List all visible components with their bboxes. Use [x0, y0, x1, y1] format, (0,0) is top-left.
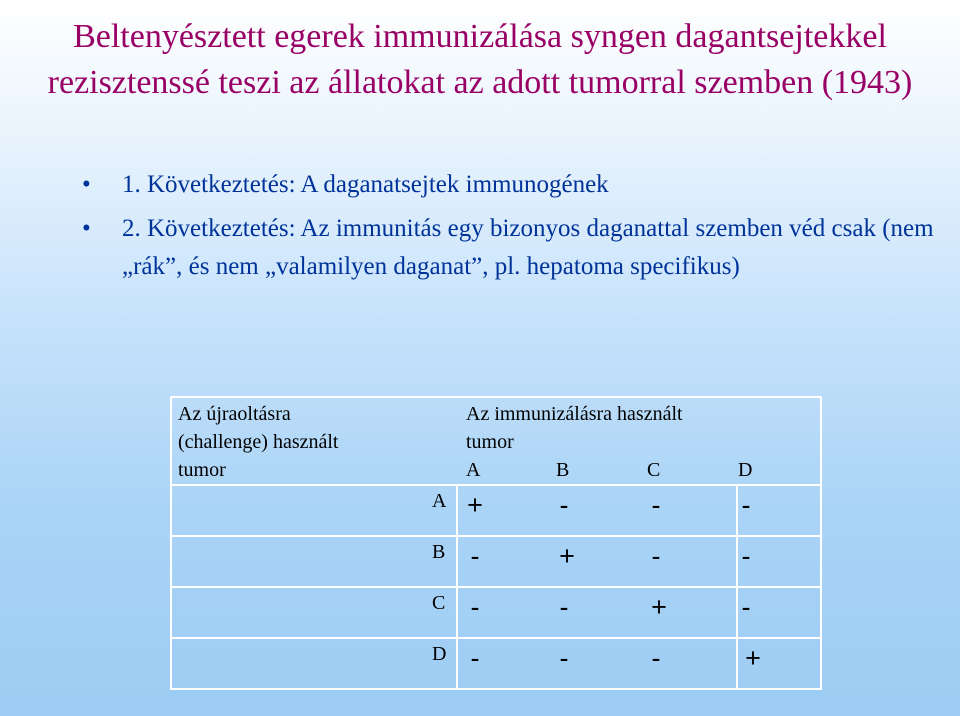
table-cell: - — [470, 592, 480, 622]
table-divider — [170, 586, 822, 588]
bullet-marker: • — [82, 171, 91, 198]
bullet-text: 1. Következtetés: A daganatsejtek immunogének — [122, 171, 609, 198]
row-label-c: C — [432, 592, 446, 614]
table-cell: - — [559, 643, 569, 673]
column-label-a: A — [466, 459, 481, 481]
table-cell: - — [741, 490, 751, 520]
table-divider — [170, 637, 822, 639]
table-border-top — [170, 396, 822, 398]
table-cell: - — [559, 490, 569, 520]
bullet-list — [82, 166, 942, 292]
column-label-c: C — [647, 459, 661, 481]
table-border-left — [170, 396, 172, 690]
table-cell: - — [470, 541, 480, 571]
row-header-line: tumor — [178, 459, 226, 481]
table-cell: - — [651, 643, 661, 673]
row-label-b: B — [432, 541, 446, 563]
table-cell: - — [741, 592, 751, 622]
bullet-text: 2. Következtetés: Az immunitás egy bizonyos daganattal szemben véd csak (nem „rák”, és nem „valamilyen daganat”, pl. hepatoma specifikus) — [122, 215, 934, 280]
table-cell: + — [559, 541, 575, 571]
table-cell: + — [467, 490, 483, 520]
row-label-a: A — [432, 490, 447, 512]
bullet-item — [82, 166, 942, 204]
column-header-line: Az immunizálásra használt — [466, 403, 683, 425]
column-label-d: D — [738, 459, 753, 481]
row-header — [178, 400, 338, 484]
bullet-marker: • — [82, 215, 91, 242]
table-cell: - — [559, 592, 569, 622]
table-border-right — [820, 396, 822, 690]
table-cell: + — [651, 592, 667, 622]
column-header — [466, 400, 683, 456]
slide-title: Beltenyésztett egerek immunizálása syngen dagantsejtekkel rezisztenssé teszi az állatokat az adott tumorral szemben (1943) — [47, 18, 913, 101]
row-label-d: D — [432, 643, 447, 665]
column-header-line: tumor — [466, 431, 514, 453]
row-header-line: (challenge) használt — [178, 431, 339, 453]
table-cell: + — [745, 643, 761, 673]
table-border-bottom — [170, 688, 822, 690]
table-cell: - — [651, 541, 661, 571]
column-label-b: B — [556, 459, 570, 481]
table-cell: - — [470, 643, 480, 673]
table-cell: - — [651, 490, 661, 520]
results-table — [170, 396, 822, 690]
table-divider — [170, 484, 822, 486]
table-cell: - — [741, 541, 751, 571]
bullet-item — [82, 210, 942, 286]
row-header-line: Az újraoltásra — [178, 403, 291, 425]
table-divider — [170, 535, 822, 537]
